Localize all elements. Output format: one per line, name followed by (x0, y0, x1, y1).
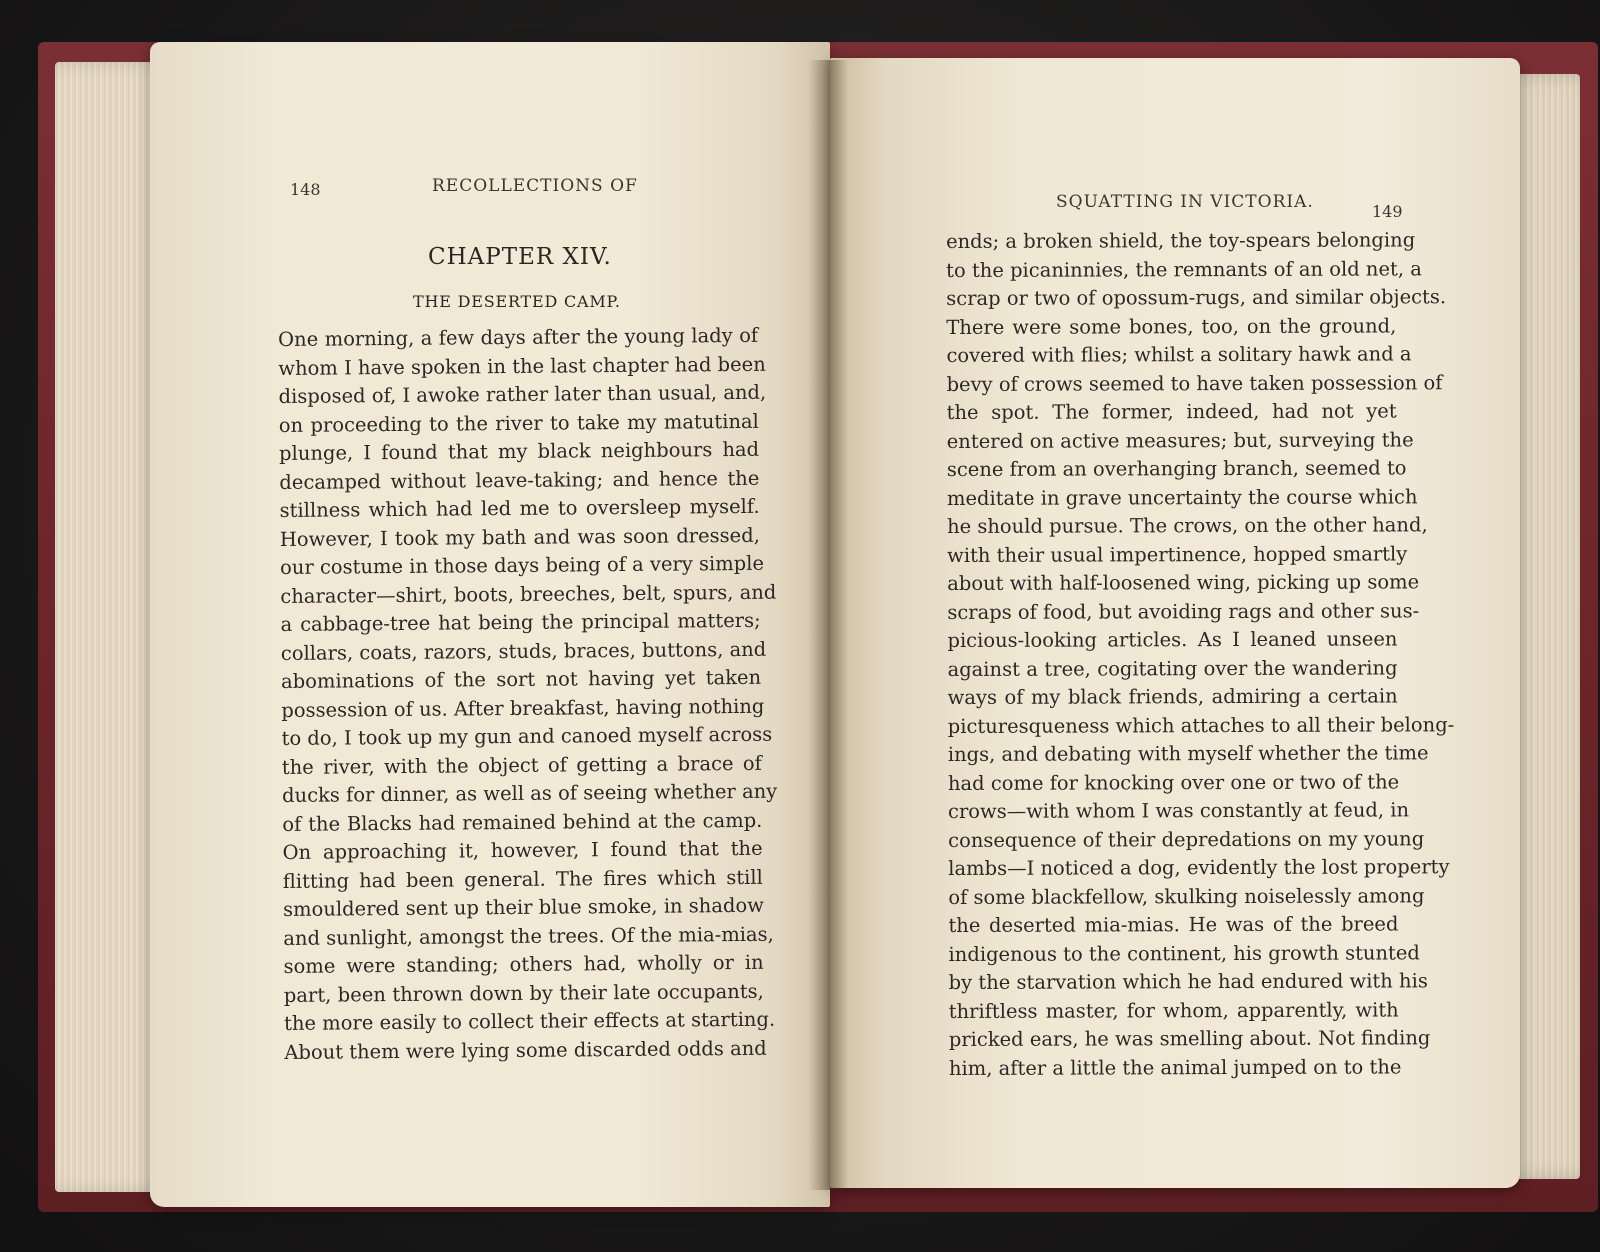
text-line: flitting had been general. The fires which still (282, 865, 763, 893)
text-line: stillness which had led me to oversleep myself. (279, 494, 760, 522)
text-line: plunge, I found that my black neighbours had (279, 437, 760, 465)
text-line: smouldered sent up their blue smoke, in shadow (282, 893, 764, 921)
text-line: the more easily to collect their effects at starting. (283, 1007, 776, 1035)
text-line: our costume in those days being of a very simple (280, 551, 765, 579)
text-line: ways of my black friends, admiring a certain (947, 684, 1398, 709)
text-line: indigenous to the continent, his growth stunted (948, 940, 1420, 966)
text-line: against a tree, cogitating over the wandering (947, 655, 1398, 681)
text-line: thriftless master, for whom, apparently, with (948, 997, 1399, 1023)
text-line: of the Blacks had remained behind at the camp. (282, 808, 763, 836)
text-line: However, I took my bath and was soon dressed, (279, 523, 760, 551)
text-line: scraps of food, but avoiding rags and other sus- (947, 598, 1420, 624)
text-line: the spot. The former, indeed, had not yet (946, 399, 1397, 424)
text-line: disposed of, I awoke rather later than usual, and, (278, 380, 767, 408)
left-folio: 148 (290, 180, 321, 199)
text-line: a cabbage-tree hat being the principal matters; (280, 608, 761, 636)
text-line: by the starvation which he had endured with his (948, 969, 1428, 994)
text-line: part, been thrown down by their late occupants, (283, 979, 764, 1007)
text-line: scrap or two of opossum-rugs, and similar objects. (946, 285, 1447, 310)
right-page-body (946, 226, 1455, 1083)
text-line: consequence of their depredations on my young (948, 826, 1425, 852)
text-line: some were standing; others had, wholly or in (283, 950, 764, 978)
text-line: ends; a broken shield, the toy-spears belonging (946, 228, 1416, 253)
text-line: ducks for dinner, as well as of seeing whether any (281, 779, 778, 807)
text-line: One morning, a few days after the young lady of (278, 323, 759, 351)
text-line: to the picaninnies, the remnants of an old net, a (946, 256, 1422, 282)
left-page-body (278, 322, 778, 1067)
text-line: There were some bones, too, on the ground, (946, 313, 1397, 339)
text-line: character—shirt, boots, breeches, belt, spurs, and (280, 580, 777, 608)
chapter-subtitle: THE DESERTED CAMP. (413, 292, 621, 311)
text-line: abominations of the sort not having yet taken (281, 665, 762, 693)
book-gutter (808, 60, 848, 1190)
text-line: to do, I took up my gun and canoed myself across (281, 722, 773, 750)
text-line: On approaching it, however, I found that the (282, 836, 763, 864)
text-line: scene from an overhanging branch, seemed to (946, 456, 1407, 481)
text-line: the deserted mia-mias. He was of the breed (948, 912, 1399, 937)
text-line: ings, and debating with myself whether the time (947, 741, 1429, 766)
text-line: of some blackfellow, skulking noiselessly among (948, 883, 1425, 909)
text-line: picious-looking articles. As I leaned unseen (947, 627, 1398, 652)
text-line: bevy of crows seemed to have taken possession of (946, 370, 1443, 396)
text-line: entered on active measures; but, surveying the (946, 427, 1414, 453)
left-running-head: RECOLLECTIONS OF (432, 176, 638, 196)
text-line: covered with flies; whilst a solitary hawk and a (946, 342, 1412, 367)
right-running-head: SQUATTING IN VICTORIA. (1056, 192, 1314, 212)
text-line: on proceeding to the river to take my matutinal (278, 409, 759, 437)
text-line: the river, with the object of getting a brace of (281, 751, 762, 779)
text-line: he should pursue. The crows, on the other hand, (947, 513, 1428, 538)
text-line: meditate in grave uncertainty the course which (946, 484, 1418, 510)
text-line: collars, coats, razors, studs, braces, buttons, and (280, 637, 767, 665)
text-line: with their usual impertinence, hopped smartly (947, 541, 1408, 567)
text-line: decamped without leave-taking; and hence the (279, 466, 760, 494)
text-line: About them were lying some discarded odds and (284, 1036, 767, 1064)
text-line: pricked ears, he was smelling about. Not finding (948, 1026, 1431, 1051)
text-line: whom I have spoken in the last chapter had been (278, 352, 766, 380)
text-line: possession of us. After breakfast, having nothing (281, 694, 765, 722)
text-line: picturesqueness which attaches to all their belong- (947, 712, 1455, 738)
text-line: and sunlight, amongst the trees. Of the mia-mias, (283, 922, 774, 950)
right-folio: 149 (1372, 202, 1403, 221)
chapter-title: CHAPTER XIV. (428, 244, 612, 270)
text-line: about with half-loosened wing, picking up some (947, 570, 1420, 595)
text-line: had come for knocking over one or two of the (947, 769, 1400, 795)
text-line: lambs—I noticed a dog, evidently the lost property (948, 855, 1450, 880)
text-line: him, after a little the animal jumped on to the (948, 1054, 1402, 1080)
text-line: crows—with whom I was constantly at feud, in (947, 798, 1410, 823)
